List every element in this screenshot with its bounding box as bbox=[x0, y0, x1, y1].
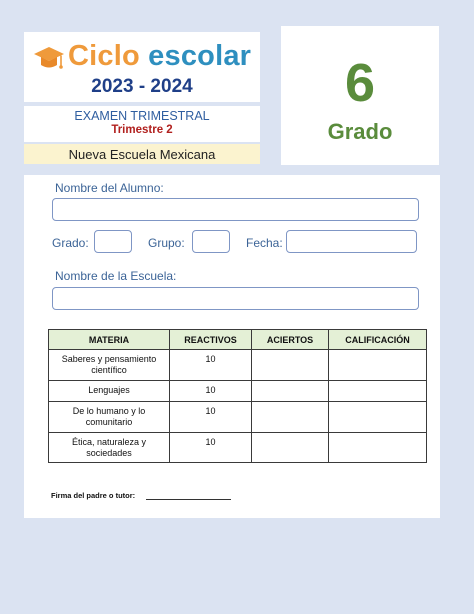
school-name-field[interactable] bbox=[52, 287, 419, 310]
group-field-label: Grupo: bbox=[148, 236, 185, 250]
table-row bbox=[49, 350, 427, 381]
date-field[interactable] bbox=[286, 230, 417, 253]
correct-answers-cell[interactable] bbox=[252, 350, 329, 381]
program-name: Nueva Escuela Mexicana bbox=[68, 147, 216, 162]
subject-cell: Ética, naturaleza y sociedades bbox=[49, 433, 170, 463]
table-header-row bbox=[49, 330, 427, 350]
column-header-aciertos: ACIERTOS bbox=[252, 330, 329, 350]
exam-title: EXAMEN TRIMESTRAL bbox=[74, 109, 210, 123]
score-cell[interactable] bbox=[329, 402, 427, 433]
grade-card bbox=[281, 26, 439, 165]
table-row bbox=[49, 381, 427, 402]
score-cell[interactable] bbox=[329, 350, 427, 381]
items-cell: 10 bbox=[170, 381, 252, 402]
signature-label: Firma del padre o tutor: bbox=[51, 491, 136, 500]
score-cell[interactable] bbox=[329, 433, 427, 463]
cycle-title-word1: Ciclo bbox=[68, 40, 140, 72]
column-header-materia: MATERIA bbox=[49, 330, 170, 350]
table-row bbox=[49, 433, 427, 463]
subject-cell: De lo humano y lo comunitario bbox=[49, 402, 170, 433]
date-field-label: Fecha: bbox=[246, 236, 283, 250]
cycle-title bbox=[68, 40, 251, 73]
grades-table bbox=[48, 329, 427, 463]
items-cell: 10 bbox=[170, 350, 252, 381]
program-strip bbox=[24, 144, 260, 164]
correct-answers-cell[interactable] bbox=[252, 433, 329, 463]
subject-cell: Saberes y pensamiento científico bbox=[49, 350, 170, 381]
graduation-cap-icon bbox=[33, 44, 65, 74]
cycle-title-word2: escolar bbox=[148, 40, 252, 72]
school-cycle-card bbox=[24, 32, 260, 102]
subject-cell: Lenguajes bbox=[49, 381, 170, 402]
signature-line[interactable] bbox=[146, 499, 231, 500]
grade-label: Grado bbox=[327, 119, 393, 144]
column-header-reactivos: REACTIVOS bbox=[170, 330, 252, 350]
exam-info-card bbox=[24, 106, 260, 142]
trimester-label: Trimestre 2 bbox=[111, 124, 173, 136]
items-cell: 10 bbox=[170, 433, 252, 463]
grade-field[interactable] bbox=[94, 230, 132, 253]
exam-form-card bbox=[24, 175, 440, 518]
table-row bbox=[49, 402, 427, 433]
student-name-label: Nombre del Alumno: bbox=[55, 181, 164, 195]
school-name-label: Nombre de la Escuela: bbox=[55, 269, 177, 283]
score-cell[interactable] bbox=[329, 381, 427, 402]
grade-field-label: Grado: bbox=[52, 236, 89, 250]
correct-answers-cell[interactable] bbox=[252, 402, 329, 433]
column-header-calificacion: CALIFICACIÓN bbox=[329, 330, 427, 350]
student-name-field[interactable] bbox=[52, 198, 419, 221]
school-years: 2023 - 2024 bbox=[91, 76, 193, 97]
items-cell: 10 bbox=[170, 402, 252, 433]
group-field[interactable] bbox=[192, 230, 230, 253]
correct-answers-cell[interactable] bbox=[252, 381, 329, 402]
grade-number: 6 bbox=[344, 53, 376, 113]
